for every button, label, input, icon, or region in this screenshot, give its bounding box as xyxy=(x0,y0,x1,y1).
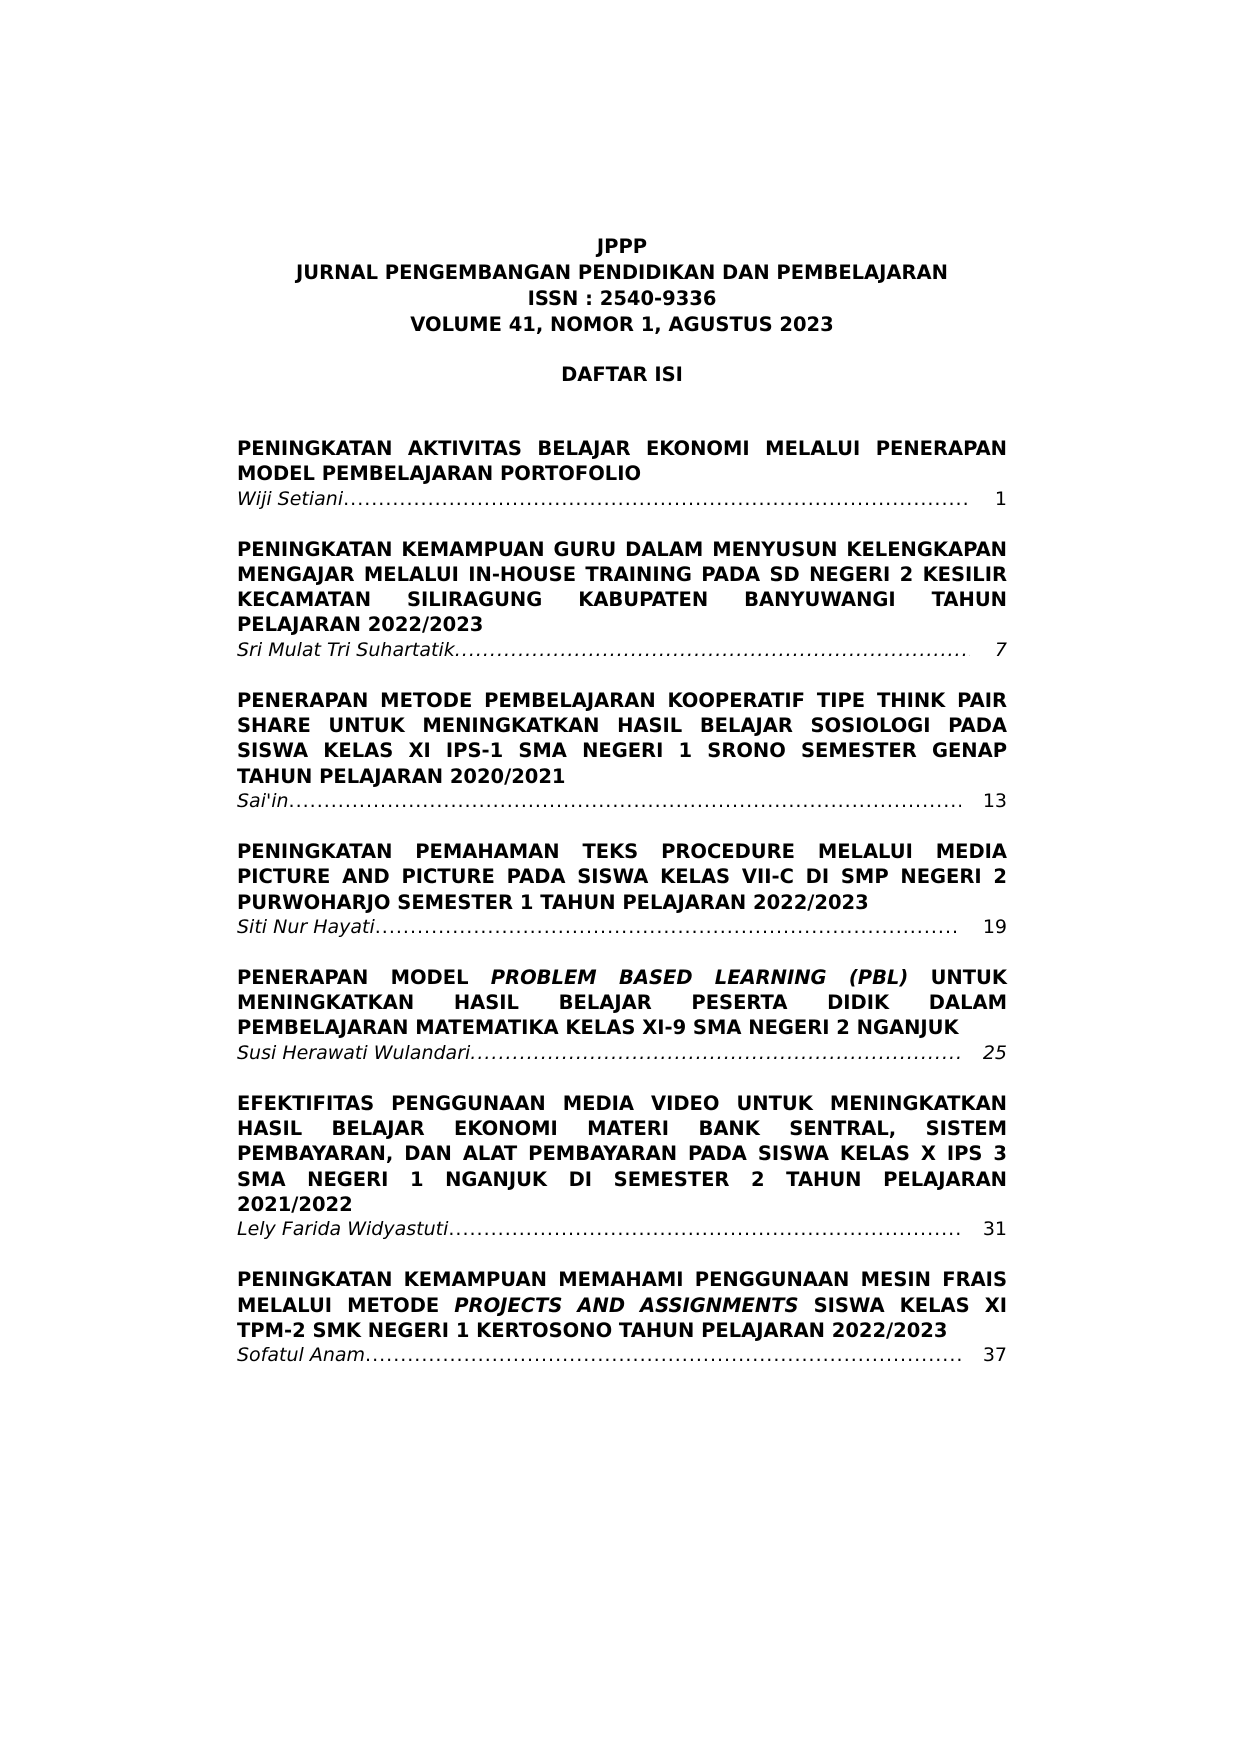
article-title: PENERAPAN METODE PEMBELAJARAN KOOPERATIF TIPE THINK PAIR SHARE UNTUK MENINGKATKAN HASIL BELAJAR SOSIOLOGI PADA SISWA KELAS XI IPS-1 SMA NEGERI 1 SRONO SEMESTER GENAP TAHUN PELAJARAN 2020/2021 xyxy=(237,688,1007,788)
author-line xyxy=(237,487,1007,512)
toc-entry xyxy=(237,1267,1007,1368)
title-emphasis: PROJECTS AND ASSIGNMENTS xyxy=(454,1293,799,1317)
page-number: 7 xyxy=(994,638,1007,661)
author-line xyxy=(237,1041,1007,1066)
title-emphasis: PROBLEM BASED LEARNING (PBL) xyxy=(490,965,909,989)
journal-header xyxy=(237,234,1007,338)
toc-entry xyxy=(237,1091,1007,1242)
page-number: 1 xyxy=(994,487,1007,510)
article-title: PENINGKATAN KEMAMPUAN GURU DALAM MENYUSUN KELENGKAPAN MENGAJAR MELALUI IN-HOUSE TRAINING PADA SD NEGERI 2 KESILIR KECAMATAN SILIRAGUNG KABUPATEN BANYUWANGI TAHUN PELAJARAN 2022/2023 xyxy=(237,537,1007,637)
article-title: EFEKTIFITAS PENGGUNAAN MEDIA VIDEO UNTUK MENINGKATKAN HASIL BELAJAR EKONOMI MATERI BANK SENTRAL, SISTEM PEMBAYARAN, DAN ALAT PEMBAYARAN PADA SISWA KELAS X IPS 3 SMA NEGERI 1 NGANJUK DI SEMESTER 2 TAHUN PELAJARAN 2021/2022 xyxy=(237,1091,1007,1216)
article-title xyxy=(237,1267,1007,1343)
article-author: Wiji Setiani xyxy=(237,487,344,510)
toc-entry xyxy=(237,839,1007,940)
author-line xyxy=(237,638,1007,663)
article-title: PENINGKATAN AKTIVITAS BELAJAR EKONOMI MELALUI PENERAPAN MODEL PEMBELAJARAN PORTOFOLIO xyxy=(237,437,1007,486)
article-title: PENINGKATAN PEMAHAMAN TEKS PROCEDURE MELALUI MEDIA PICTURE AND PICTURE PADA SISWA KELAS VII-C DI SMP NEGERI 2 PURWOHARJO SEMESTER 1 TAHUN PELAJARAN 2022/2023 xyxy=(237,839,1007,914)
page-number: 37 xyxy=(982,1344,1007,1367)
dot-leader xyxy=(455,638,971,663)
toc-entry xyxy=(237,537,1007,663)
title-part: UNTUK MENINGKATKAN HASIL BELAJAR PESERTA DIDIK DALAM PEMBELAJARAN MATEMATIKA KELAS XI-9 SMA NEGERI 2 NGANJUK xyxy=(237,965,1007,1040)
journal-volume: VOLUME 41, NOMOR 1, AGUSTUS 2023 xyxy=(410,313,834,336)
author-line xyxy=(237,1343,1007,1368)
article-author: Sofatul Anam xyxy=(237,1344,366,1367)
article-author: Sai'in xyxy=(237,789,289,812)
title-part: SISWA KELAS XI TPM-2 SMK NEGERI 1 KERTOSONO TAHUN PELAJARAN 2022/2023 xyxy=(237,1293,1008,1342)
page-number: 25 xyxy=(982,1041,1007,1064)
article-author: Sri Mulat Tri Suhartatik xyxy=(237,638,455,661)
dot-leader xyxy=(448,1217,960,1242)
journal-abbrev: JPPP xyxy=(596,235,648,258)
toc-entry xyxy=(237,965,1007,1066)
title-part: PENINGKATAN KEMAMPUAN MEMAHAMI PENGGUNAAN MESIN FRAIS MELALUI METODE xyxy=(237,1268,1007,1317)
author-line xyxy=(237,915,1007,940)
table-of-contents xyxy=(237,436,1007,1393)
dot-leader xyxy=(375,915,961,940)
article-author: Siti Nur Hayati xyxy=(237,915,375,938)
page-number: 13 xyxy=(982,789,1007,812)
toc-entry xyxy=(237,688,1007,814)
article-title xyxy=(237,965,1007,1041)
toc-entry xyxy=(237,436,1007,512)
dot-leader xyxy=(289,789,961,814)
toc-heading: DAFTAR ISI xyxy=(561,363,683,386)
dot-leader xyxy=(470,1041,961,1066)
journal-name: JURNAL PENGEMBANGAN PENDIDIKAN DAN PEMBELAJARAN xyxy=(296,261,948,284)
author-line xyxy=(237,1217,1007,1242)
page-number: 19 xyxy=(982,915,1007,938)
article-author: Lely Farida Widyastuti xyxy=(237,1218,449,1241)
journal-issn: ISSN : 2540-9336 xyxy=(527,287,717,310)
author-line xyxy=(237,789,1007,814)
title-part: PENERAPAN MODEL xyxy=(237,965,491,989)
article-author: Susi Herawati Wulandari xyxy=(237,1041,471,1064)
dot-leader xyxy=(365,1343,961,1368)
dot-leader xyxy=(343,487,967,512)
page-number: 31 xyxy=(982,1218,1007,1241)
